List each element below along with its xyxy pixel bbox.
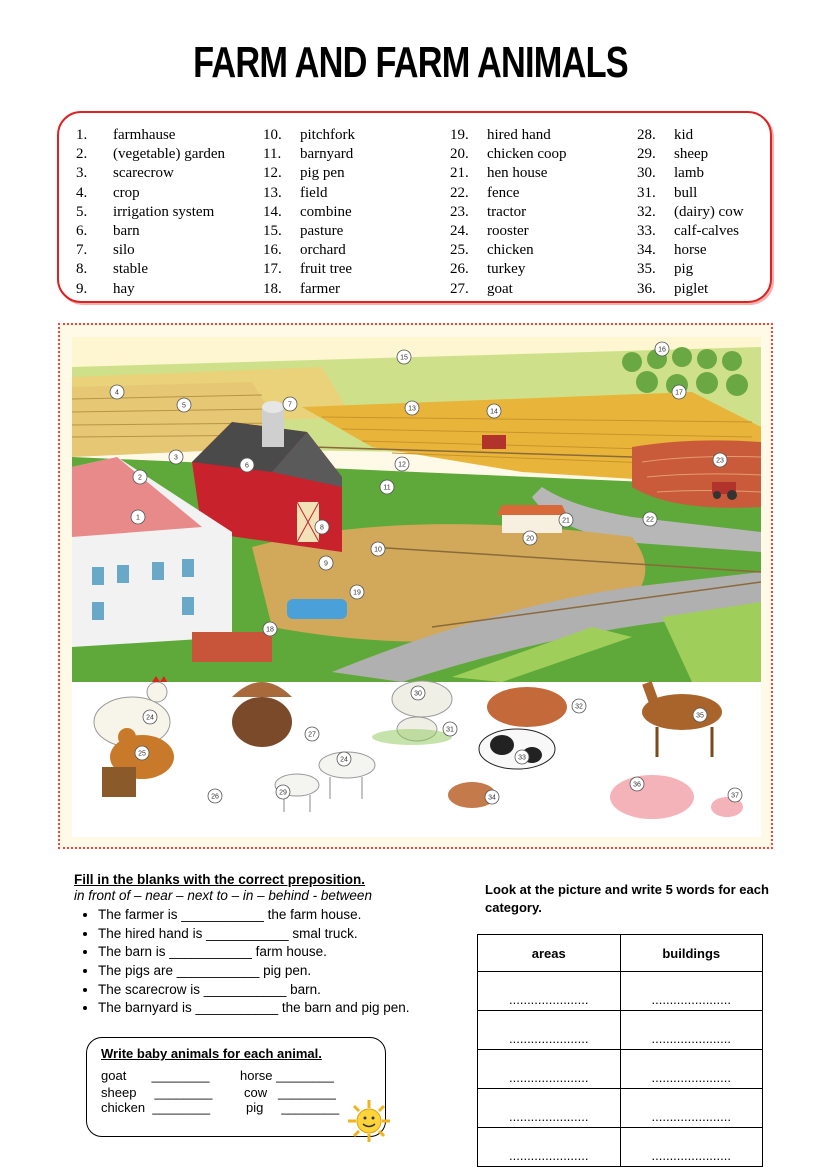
vocab-word: pig pen (300, 165, 345, 182)
vocab-item (76, 184, 225, 203)
vocab-number: 10. (263, 127, 282, 143)
vocab-word: crop (113, 184, 140, 201)
table-row (478, 1128, 763, 1167)
svg-text:17: 17 (675, 389, 683, 397)
svg-text:26: 26 (211, 793, 219, 801)
farm-illustration (72, 337, 761, 837)
svg-text:15: 15 (400, 354, 408, 362)
picture-label (131, 510, 145, 524)
vocab-item (637, 203, 744, 222)
picture-label (643, 512, 657, 526)
vocab-item (263, 203, 355, 222)
baby-item-horse (240, 1068, 334, 1083)
svg-text:31: 31 (446, 726, 454, 734)
svg-text:29: 29 (279, 789, 287, 797)
animal-label: goat (101, 1068, 127, 1083)
vocab-word: kid (674, 127, 694, 143)
answer-blank[interactable]: ________ (277, 1085, 336, 1100)
picture-label (133, 470, 147, 484)
svg-text:11: 11 (383, 484, 391, 492)
vocab-word: hen house (487, 165, 548, 182)
vocab-number: 13. (263, 184, 282, 201)
animal-label: sheep (101, 1085, 137, 1100)
answer-cell[interactable]: ...................... (478, 1050, 621, 1089)
picture-label (395, 457, 409, 471)
vocab-number: 8. (76, 261, 88, 278)
svg-text:14: 14 (490, 408, 498, 416)
vocab-item (637, 260, 744, 279)
picture-label (397, 350, 411, 364)
vocab-number: 11. (263, 146, 282, 163)
picture-label (487, 404, 501, 418)
answer-cell[interactable]: ...................... (478, 1128, 621, 1167)
vocab-item (263, 260, 355, 279)
vocab-item (263, 241, 355, 260)
animal-label: pig (246, 1100, 264, 1115)
vocab-item (637, 126, 744, 145)
baby-animals-box (86, 1037, 386, 1137)
vocab-word: sheep (674, 146, 709, 163)
vocab-item (450, 184, 567, 203)
svg-text:8: 8 (320, 524, 324, 532)
vocab-word: fence (487, 184, 520, 201)
vocab-item (263, 126, 355, 145)
vocab-item (450, 241, 567, 260)
table-row (478, 1011, 763, 1050)
vocab-number: 16. (263, 242, 282, 259)
vocab-number: 3. (76, 165, 88, 182)
svg-text:34: 34 (488, 794, 496, 802)
picture-label (110, 385, 124, 399)
vocab-word: rooster (487, 222, 529, 239)
vocab-number: 7. (76, 242, 88, 259)
vocab-number: 30. (637, 165, 656, 182)
picture-label (485, 790, 499, 804)
picture-label (515, 750, 529, 764)
vocab-word: pasture (300, 222, 344, 239)
vocab-number: 24. (450, 222, 469, 239)
vocab-word: hay (113, 280, 135, 297)
vocab-number: 1. (76, 127, 88, 143)
vocab-number: 17. (263, 261, 282, 278)
svg-text:22: 22 (646, 516, 654, 524)
svg-text:12: 12 (398, 461, 406, 469)
vocab-number: 27. (450, 280, 469, 297)
baby-item-cow (244, 1085, 336, 1100)
vocab-word: (dairy) cow (674, 203, 744, 220)
answer-blank[interactable]: ________ (152, 1100, 211, 1115)
table-row (478, 1089, 763, 1128)
vocab-column-1 (76, 126, 225, 299)
answer-cell[interactable]: ...................... (478, 1089, 621, 1128)
farm-picture-frame (58, 323, 773, 849)
preposition-exercise (74, 872, 474, 1018)
vocab-word: combine (300, 203, 352, 220)
svg-text:1: 1 (136, 514, 140, 522)
vocab-number: 28. (637, 127, 656, 143)
picture-label (263, 622, 277, 636)
vocab-word: (vegetable) garden (113, 146, 226, 163)
vocab-item (76, 260, 225, 279)
vocab-number: 31. (637, 184, 656, 201)
vocab-word: field (300, 184, 328, 201)
picture-label (283, 397, 297, 411)
vocab-word: stable (113, 261, 148, 278)
svg-text:10: 10 (374, 546, 382, 554)
vocab-item (263, 164, 355, 183)
answer-cell[interactable]: ...................... (620, 972, 763, 1011)
baby-item-chicken (101, 1100, 210, 1115)
vocab-item (450, 145, 567, 164)
sun-icon (346, 1098, 392, 1144)
vocab-number: 15. (263, 222, 282, 239)
vocab-number: 29. (637, 146, 656, 163)
vocab-word: goat (487, 280, 513, 297)
vocab-word: turkey (487, 261, 526, 278)
svg-text:23: 23 (716, 457, 724, 465)
vocab-number: 26. (450, 261, 469, 278)
picture-label (405, 401, 419, 415)
vocab-item (263, 222, 355, 241)
svg-text:19: 19 (353, 589, 361, 597)
vocab-word: bull (674, 184, 698, 201)
baby-item-pig (246, 1100, 339, 1115)
category-table-body (478, 972, 763, 1167)
vocab-number: 33. (637, 222, 656, 239)
vocab-word: pig (674, 261, 694, 278)
vocab-number: 32. (637, 203, 656, 220)
svg-text:18: 18 (266, 626, 274, 634)
svg-text:13: 13 (408, 405, 416, 413)
svg-text:20: 20 (526, 535, 534, 543)
vocab-item (76, 203, 225, 222)
vocab-word: lamb (674, 165, 704, 182)
picture-number-labels (72, 337, 761, 837)
vocab-word: barn (113, 222, 140, 239)
vocab-word: barnyard (300, 146, 354, 163)
vocab-number: 25. (450, 242, 469, 259)
vocab-number: 5. (76, 203, 88, 220)
preposition-item: • The farmer is ___________ the farm house. (98, 906, 474, 925)
svg-text:4: 4 (115, 389, 119, 397)
vocab-word: chicken coop (487, 146, 567, 163)
preposition-items (74, 906, 474, 1018)
column-header-buildings: buildings (620, 935, 763, 972)
baby-item-sheep (101, 1085, 212, 1100)
vocab-number: 34. (637, 242, 656, 259)
vocab-item (637, 145, 744, 164)
vocab-number: 18. (263, 280, 282, 297)
picture-label (411, 686, 425, 700)
picture-label (523, 531, 537, 545)
table-row (478, 1050, 763, 1089)
category-table (477, 934, 763, 1167)
picture-label (380, 480, 394, 494)
picture-label (728, 788, 742, 802)
picture-label (630, 777, 644, 791)
picture-label (371, 542, 385, 556)
preposition-heading: Fill in the blanks with the correct preposition. (74, 872, 366, 887)
svg-text:32: 32 (575, 703, 583, 711)
preposition-item: • The barnyard is ___________ the barn and pig pen. (98, 999, 474, 1018)
vocab-item (637, 222, 744, 241)
answer-cell[interactable]: ...................... (620, 1050, 763, 1089)
svg-text:25: 25 (138, 750, 146, 758)
svg-text:33: 33 (518, 754, 526, 762)
answer-cell[interactable]: ...................... (478, 972, 621, 1011)
vocab-item (263, 280, 355, 299)
svg-text:7: 7 (288, 401, 292, 409)
vocab-item (637, 280, 744, 299)
vocab-word: silo (113, 242, 135, 259)
picture-label (672, 385, 686, 399)
picture-label (713, 453, 727, 467)
vocab-number: 2. (76, 146, 88, 163)
svg-text:36: 36 (633, 781, 641, 789)
picture-label (655, 342, 669, 356)
picture-label (177, 398, 191, 412)
svg-text:16: 16 (658, 346, 666, 354)
svg-text:35: 35 (696, 712, 704, 720)
vocabulary-box (57, 111, 772, 303)
vocab-number: 4. (76, 184, 88, 201)
vocab-word: piglet (674, 280, 709, 297)
svg-text:3: 3 (174, 454, 178, 462)
vocab-item (76, 280, 225, 299)
preposition-item: • The scarecrow is ___________ barn. (98, 981, 474, 1000)
vocab-number: 19. (450, 127, 469, 143)
vocab-number: 35. (637, 261, 656, 278)
answer-cell[interactable]: ...................... (620, 1128, 763, 1167)
vocab-word: fruit tree (300, 261, 353, 278)
vocab-number: 22. (450, 184, 469, 201)
svg-text:30: 30 (414, 690, 422, 698)
svg-text:5: 5 (182, 402, 186, 410)
vocab-item (637, 241, 744, 260)
vocab-number: 23. (450, 203, 469, 220)
vocab-word: horse (674, 242, 707, 259)
vocab-number: 14. (263, 203, 282, 220)
vocab-word: farmer (300, 280, 340, 297)
vocab-word: irrigation system (113, 203, 215, 220)
preposition-item: • The pigs are ___________ pig pen. (98, 962, 474, 981)
svg-text:24: 24 (340, 756, 348, 764)
vocab-word: calf-calves (674, 222, 739, 239)
vocab-column-4 (637, 126, 744, 299)
picture-label (559, 513, 573, 527)
baby-animals-heading: Write baby animals for each animal. (101, 1046, 322, 1061)
answer-cell[interactable]: ...................... (620, 1011, 763, 1050)
vocab-number: 36. (637, 280, 656, 297)
svg-text:9: 9 (324, 560, 328, 568)
picture-label (350, 585, 364, 599)
vocab-item (450, 222, 567, 241)
answer-blank[interactable]: ________ (151, 1068, 210, 1083)
vocab-item (450, 203, 567, 222)
picture-label (693, 708, 707, 722)
vocab-item (76, 126, 225, 145)
svg-text:21: 21 (562, 517, 570, 525)
vocab-item (450, 164, 567, 183)
vocab-word: chicken (487, 242, 534, 259)
preposition-item: • The hired hand is ___________ smal truck. (98, 925, 474, 944)
svg-text:2: 2 (138, 474, 142, 482)
vocab-word: scarecrow (113, 165, 174, 182)
picture-label (305, 727, 319, 741)
vocab-number: 6. (76, 222, 88, 239)
svg-text:37: 37 (731, 792, 739, 800)
page-title: FARM AND FARM ANIMALS (193, 38, 628, 87)
answer-blank[interactable]: ________ (276, 1068, 334, 1083)
answer-cell[interactable]: ...................... (620, 1089, 763, 1128)
vocab-word: tractor (487, 203, 527, 220)
table-row (478, 972, 763, 1011)
vocab-number: 20. (450, 146, 469, 163)
picture-label (135, 746, 149, 760)
vocab-item (76, 145, 225, 164)
vocab-word: hired hand (487, 127, 551, 143)
vocab-word: pitchfork (300, 127, 355, 143)
vocab-item (76, 241, 225, 260)
vocab-item (76, 164, 225, 183)
vocab-item (450, 126, 567, 145)
animal-label: horse (240, 1068, 273, 1083)
svg-text:6: 6 (245, 462, 249, 470)
picture-label (572, 699, 586, 713)
baby-item-goat (101, 1068, 209, 1083)
vocab-word: farmhause (113, 127, 176, 143)
category-instruction: Look at the picture and write 5 words for each category. (485, 882, 769, 915)
picture-label (337, 752, 351, 766)
svg-text:27: 27 (308, 731, 316, 739)
preposition-options: in front of – near – next to – in – behind - between (74, 888, 372, 903)
vocab-number: 21. (450, 165, 469, 182)
answer-blank[interactable]: ________ (154, 1085, 213, 1100)
picture-label (143, 710, 157, 724)
animal-label: chicken (101, 1100, 146, 1115)
picture-label (315, 520, 329, 534)
vocab-column-3 (450, 126, 567, 299)
preposition-item: • The barn is ___________ farm house. (98, 943, 474, 962)
svg-text:24: 24 (146, 714, 154, 722)
picture-label (169, 450, 183, 464)
animal-label: cow (244, 1085, 268, 1100)
vocab-number: 12. (263, 165, 282, 182)
picture-label (319, 556, 333, 570)
vocab-item (263, 145, 355, 164)
picture-label (276, 785, 290, 799)
vocab-item (263, 184, 355, 203)
picture-label (443, 722, 457, 736)
vocab-item (637, 164, 744, 183)
vocab-item (450, 260, 567, 279)
vocab-column-2 (263, 126, 355, 299)
answer-cell[interactable]: ...................... (478, 1011, 621, 1050)
vocab-item (76, 222, 225, 241)
picture-label (240, 458, 254, 472)
vocab-item (450, 280, 567, 299)
picture-label (208, 789, 222, 803)
answer-blank[interactable]: ________ (281, 1100, 340, 1115)
column-header-areas: areas (478, 935, 621, 972)
vocab-item (637, 184, 744, 203)
vocab-number: 9. (76, 280, 88, 297)
vocab-word: orchard (300, 242, 346, 259)
